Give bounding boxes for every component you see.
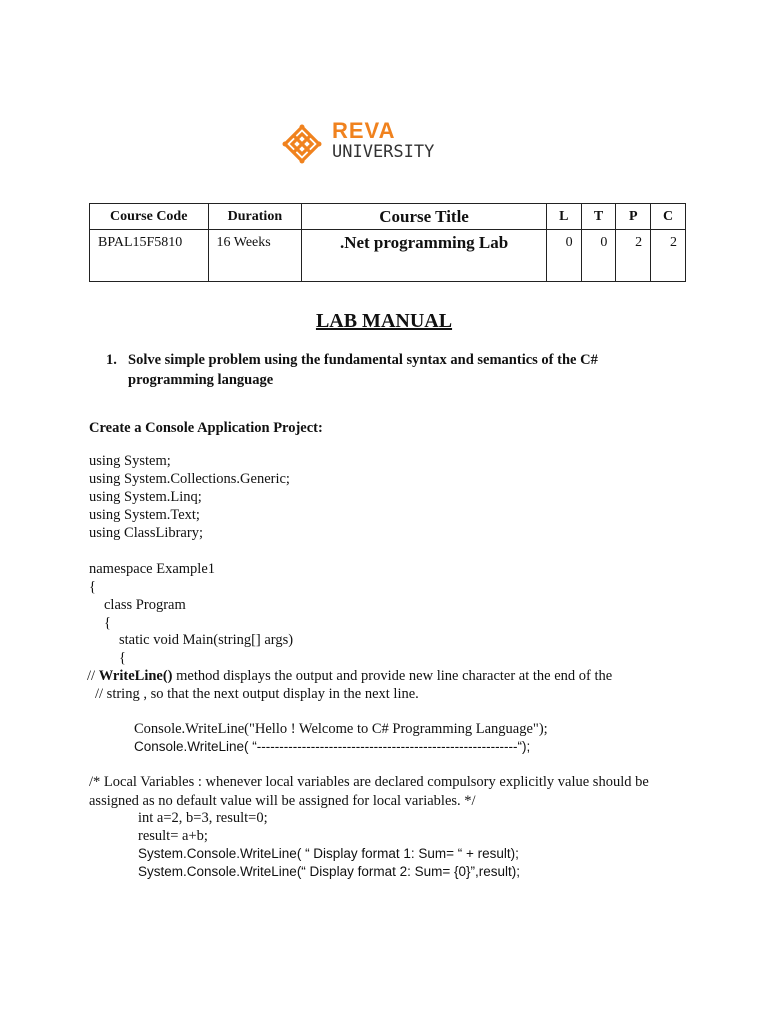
header-duration: Duration <box>208 204 302 230</box>
logo-subtitle-text: UNIVERSITY <box>332 142 435 162</box>
code-comment-local-vars-1: /* Local Variables : whenever local variables are declared compulsory explicitly value should be <box>89 774 649 790</box>
header-l: L <box>546 204 581 230</box>
cell-c: 2 <box>651 230 686 282</box>
code-line-using-classlibrary: using ClassLibrary; <box>89 525 203 541</box>
header-p: P <box>616 204 651 230</box>
comment-rest: method displays the output and provide new line character at the end of the <box>172 668 613 684</box>
header-course-title: Course Title <box>302 204 547 230</box>
code-line-print-format-2: System.Console.WriteLine(“ Display format 2: Sum= {0}”,result); <box>138 864 521 879</box>
code-line-using-system: using System; <box>89 453 171 469</box>
code-line-writeline-dashes: Console.WriteLine( “----------------------------------------------------------“); <box>134 739 531 754</box>
code-line-class-decl: class Program <box>104 597 186 613</box>
logo-brand-text: REVA <box>332 118 396 143</box>
code-line-using-linq: using System.Linq; <box>89 489 202 505</box>
course-table-header-row <box>90 204 686 230</box>
problem-number: 1. <box>106 352 117 368</box>
cell-duration: 16 Weeks <box>208 230 302 282</box>
course-info-table <box>89 203 686 282</box>
course-table-row <box>90 230 686 282</box>
code-line-namespace: namespace Example1 <box>89 561 216 577</box>
header-t: T <box>581 204 616 230</box>
reva-knot-logo-icon <box>282 124 322 164</box>
code-comment-writeline-1 <box>87 667 612 685</box>
page-heading: LAB MANUAL <box>315 310 453 332</box>
header-course-code: Course Code <box>90 204 209 230</box>
cell-t: 0 <box>581 230 616 282</box>
code-comment-writeline-2: // string , so that the next output display in the next line. <box>95 686 419 702</box>
code-line-using-text: using System.Text; <box>89 507 200 523</box>
comment-prefix: // <box>87 668 99 684</box>
section-title: Create a Console Application Project: <box>89 420 323 436</box>
problem-statement <box>106 350 666 390</box>
code-line-var-decl: int a=2, b=3, result=0; <box>138 810 268 826</box>
code-line-main-decl: static void Main(string[] args) <box>119 632 294 648</box>
code-comment-local-vars-2: assigned as no default value will be assigned for local variables. */ <box>89 793 476 809</box>
code-line-using-collections: using System.Collections.Generic; <box>89 471 290 487</box>
cell-l: 0 <box>546 230 581 282</box>
cell-course-title: .Net programming Lab <box>302 230 547 282</box>
header-c: C <box>651 204 686 230</box>
code-line-class-brace: { <box>104 615 111 631</box>
code-line-print-format-1: System.Console.WriteLine( “ Display format 1: Sum= “ + result); <box>138 846 519 861</box>
cell-p: 2 <box>616 230 651 282</box>
code-line-namespace-brace: { <box>89 579 96 595</box>
code-line-assign-result: result= a+b; <box>138 828 208 844</box>
university-logo <box>282 118 452 168</box>
code-line-main-brace: { <box>119 650 126 666</box>
cell-course-code: BPAL15F5810 <box>90 230 209 282</box>
problem-text: Solve simple problem using the fundamental syntax and semantics of the C# programming language <box>128 352 598 388</box>
code-line-writeline-welcome: Console.WriteLine("Hello ! Welcome to C# Programming Language"); <box>134 721 548 737</box>
comment-method-name: WriteLine() <box>98 668 173 684</box>
